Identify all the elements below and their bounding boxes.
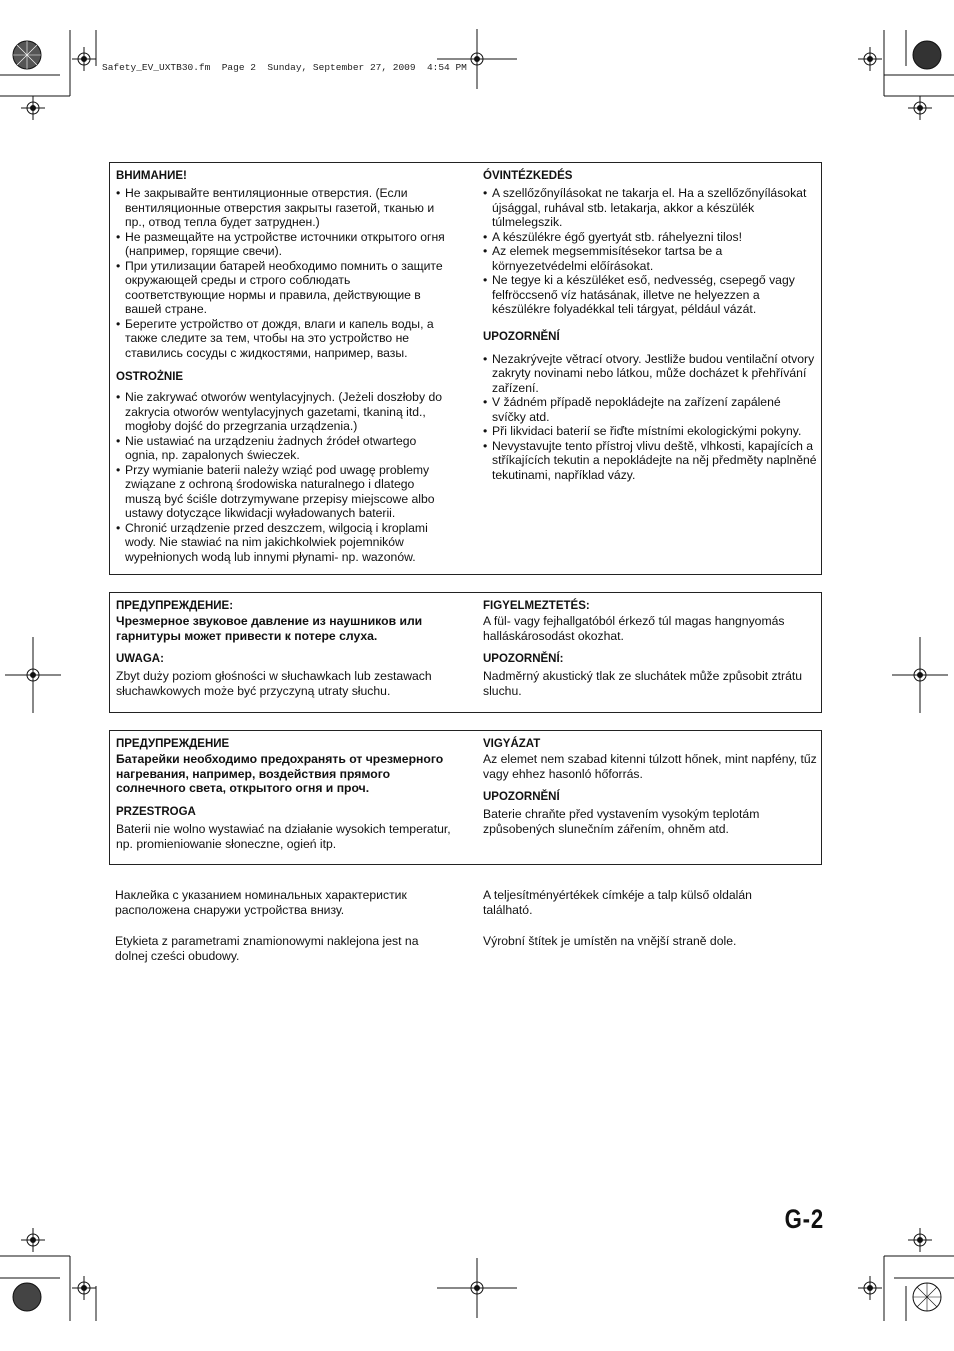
rating-label-note-ru: Наклейка с указанием номинальных характеристик расположена снаружи устройства внизу. (115, 888, 407, 917)
text-ru: Батарейки необходимо предохранять от чрезмерного нагревания, например, воздействия прямого солнечного света, открытого огня и проч. (116, 752, 444, 796)
heading-ru: ВНИМАНИЕ! (116, 170, 187, 182)
list-item: • Nie zakrywać otworów wentylacyjnych. (Jeżeli doszłoby do zakrycia otworów wentylacyjnych gazetami, tkaniną itd., mogłoby dojść do przegrzania urządzenia.) (116, 390, 451, 434)
list-item: • Chronić urządzenie przed deszczem, wilgocią i kroplami wody. Nie stawiać na nim jakichkolwiek pojemników wypełnionych wodą lub innymi płynami- np. wazonów. (116, 521, 451, 565)
heading-hu: FIGYELMEZTETÉS: (483, 600, 590, 612)
list-item: • Při likvidaci baterií se řiďte místními ekologickými pokyny. (483, 424, 817, 439)
list-item: • Ne tegye ki a készüléket eső, nedvesség, csepegő vagy felfröccsenő víz hatásának, illetve ne helyezzen a készülékre folyadékkal teli tárgyat, például vázát. (483, 273, 817, 317)
list-cs (483, 352, 817, 483)
heading-ru: ПРЕДУПРЕЖДЕНИЕ: (116, 600, 234, 612)
list-item: • A készülékre égő gyertyát stb. ráhelyezni tilos! (483, 230, 817, 245)
text-cs: Baterie chraňte před vystavením vysokým teplotám způsobených slunečním zářením, ohněm atd. (483, 807, 760, 837)
battery-right-column (483, 737, 817, 846)
rating-label-note-cs: Výrobní štítek je umístěn na vnější straně dole. (483, 934, 737, 948)
list-item: • Nevystavujte tento přístroj vlivu deště, vlhkosti, kapajících a stříkajících tekutin a nepokládejte na něj předměty naplněné tekutinami, například vázy. (483, 439, 817, 483)
rating-label-note-hu: A teljesítményértékek címkéje a talp külső oldalán található. (483, 888, 752, 917)
list-item: • Przy wymianie baterii należy wziąć pod uwagę problemy związane z ochroną środowiska naturalnego i dlatego muszą być ściśle dotrzymywane przepisy miejscowe albo ustawy dotyczące likwidacji wyładowanych baterii. (116, 463, 451, 521)
list-pl (116, 390, 451, 564)
text-hu: A fül- vagy fejhallgatóból érkező túl magas hangnyomás halláskárosodást okozhat. (483, 614, 785, 643)
heading-pl: PRZESTROGA (116, 806, 196, 819)
heading-cs: UPOZORNĚNÍ (483, 791, 560, 804)
text-cs: Nadměrný akustický tlak ze sluchátek může způsobit ztrátu sluchu. (483, 669, 803, 699)
heading-pl: UWAGA: (116, 653, 164, 666)
list-item: • Az elemek megsemmisítésekor tartsa be a környezetvédelmi előírásokat. (483, 244, 817, 273)
list-item: • Не закрывайте вентиляционные отверстия. (Если вентиляционные отверстия закрыты газетой, тканью и пр., отвод тепла будет затруднен.) (116, 186, 451, 230)
heading-cs: UPOZORNĚNÍ (483, 330, 560, 343)
list-item: • A szellőzőnyílásokat ne takarja el. Ha a szellőzőnyílásokat újsággal, ruhával stb. letakarja, akkor a készülék túlmelegszik. (483, 186, 817, 230)
text-pl: Baterii nie wolno wystawiać na działanie wysokich temperatur, np. promieniowanie słoneczne, ogień itp. (116, 822, 451, 851)
heading-cs: UPOZORNĚNÍ: (483, 653, 564, 666)
text-ru: Чрезмерное звуковое давление из наушников или гарнитуры может привести к потере слуха. (116, 614, 423, 643)
caution-right-column (483, 169, 817, 492)
hearing-right-column (483, 599, 817, 708)
rating-label-note-pl: Etykieta z parametrami znamionowymi naklejona jest na dolnej cześci obudowy. (115, 934, 419, 963)
hearing-warning-box (109, 592, 822, 713)
list-ru (116, 186, 451, 360)
text-hu: Az elemet nem szabad kitenni túlzott hőnek, mint napfény, tűz vagy ehhez hasonló hőforrás. (483, 752, 817, 781)
hearing-left-column (116, 599, 451, 708)
list-item: • Берегите устройство от дождя, влаги и капель воды, а также следите за тем, чтобы на это устройство не ставились сосуды с жидкостями, например, вазы. (116, 317, 451, 361)
heading-pl: OSTROŻNIE (116, 371, 184, 383)
battery-left-column (116, 737, 451, 861)
list-item: • Nezakrývejte větrací otvory. Jestliže budou ventilační otvory zakryty novinami nebo látkou, může docházet k přehřívání zařízení. (483, 352, 817, 396)
file-header: Safety_EV_UXTB30.fm Page 2 Sunday, September 27, 2009 4:54 PM (102, 62, 467, 73)
list-item: • Nie ustawiać na urządzeniu żadnych źródeł otwartego ognia, np. zapalonych świeczek. (116, 434, 451, 463)
list-item: • V žádném případě nepokládejte na zařízení zapálené svíčky atd. (483, 395, 817, 424)
battery-warning-box (109, 730, 822, 865)
page-number: G-2 (784, 1204, 824, 1234)
heading-hu: ÓVINTÉZKEDÉS (483, 170, 573, 182)
heading-ru: ПРЕДУПРЕЖДЕНИЕ (116, 738, 230, 750)
text-pl: Zbyt duży poziom głośności w słuchawkach lub zestawach słuchawkowych może być przyczyną utraty słuchu. (116, 669, 432, 699)
list-hu (483, 186, 817, 317)
list-item: • При утилизации батарей необходимо помнить о защите окружающей среды и строго соблюдать соответствующие нормы и правила, действующие в вашей стране. (116, 259, 451, 317)
caution-left-column (116, 169, 451, 574)
heading-hu: VIGYÁZAT (483, 738, 541, 750)
caution-box (109, 162, 822, 575)
list-item: • Не размещайте на устройстве источники открытого огня (например, горящие свечи). (116, 230, 451, 259)
